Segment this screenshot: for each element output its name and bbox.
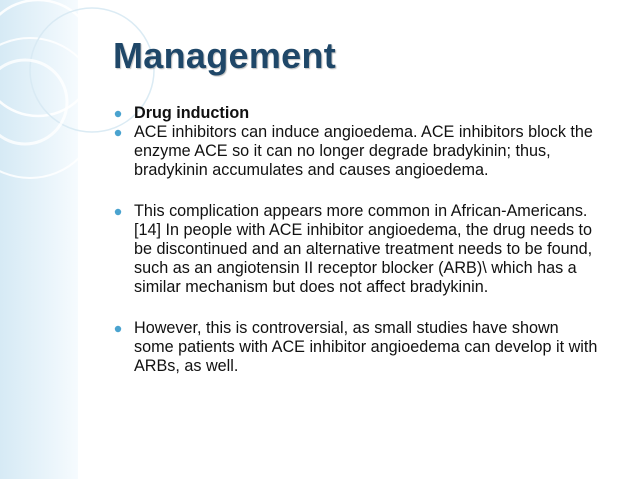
list-item [112, 123, 602, 180]
circle-bullet-icon [112, 206, 124, 218]
bullet-text: Drug induction [134, 104, 250, 122]
bullet-text: ACE inhibitors can induce angioedema. ACE inhibitors block the enzyme ACE so it can no longer degrade bradykinin; thus, bradykinin accumulates and causes angioedema. [134, 123, 593, 179]
circle-bullet-icon [112, 127, 124, 139]
circle-bullet-icon [112, 323, 124, 335]
bullet-list [112, 104, 602, 376]
list-item [112, 202, 602, 297]
circle-bullet-icon [112, 108, 124, 120]
bullet-text: This complication appears more common in African-Americans.[14] In people with ACE inhibitor angioedema, the drug needs to be discontinued and an alternative treatment needs to be found, such as an angiotensin II receptor blocker (ARB)\ which has a similar mechanism but does not affect bradykinin. [134, 202, 593, 296]
bullet-text: However, this is controversial, as small studies have shown some patients with ACE inhibitor angioedema can develop it with ARBs, as well. [134, 319, 598, 375]
list-item [112, 319, 602, 376]
slide-title: Management [113, 35, 337, 76]
list-item [112, 104, 602, 123]
